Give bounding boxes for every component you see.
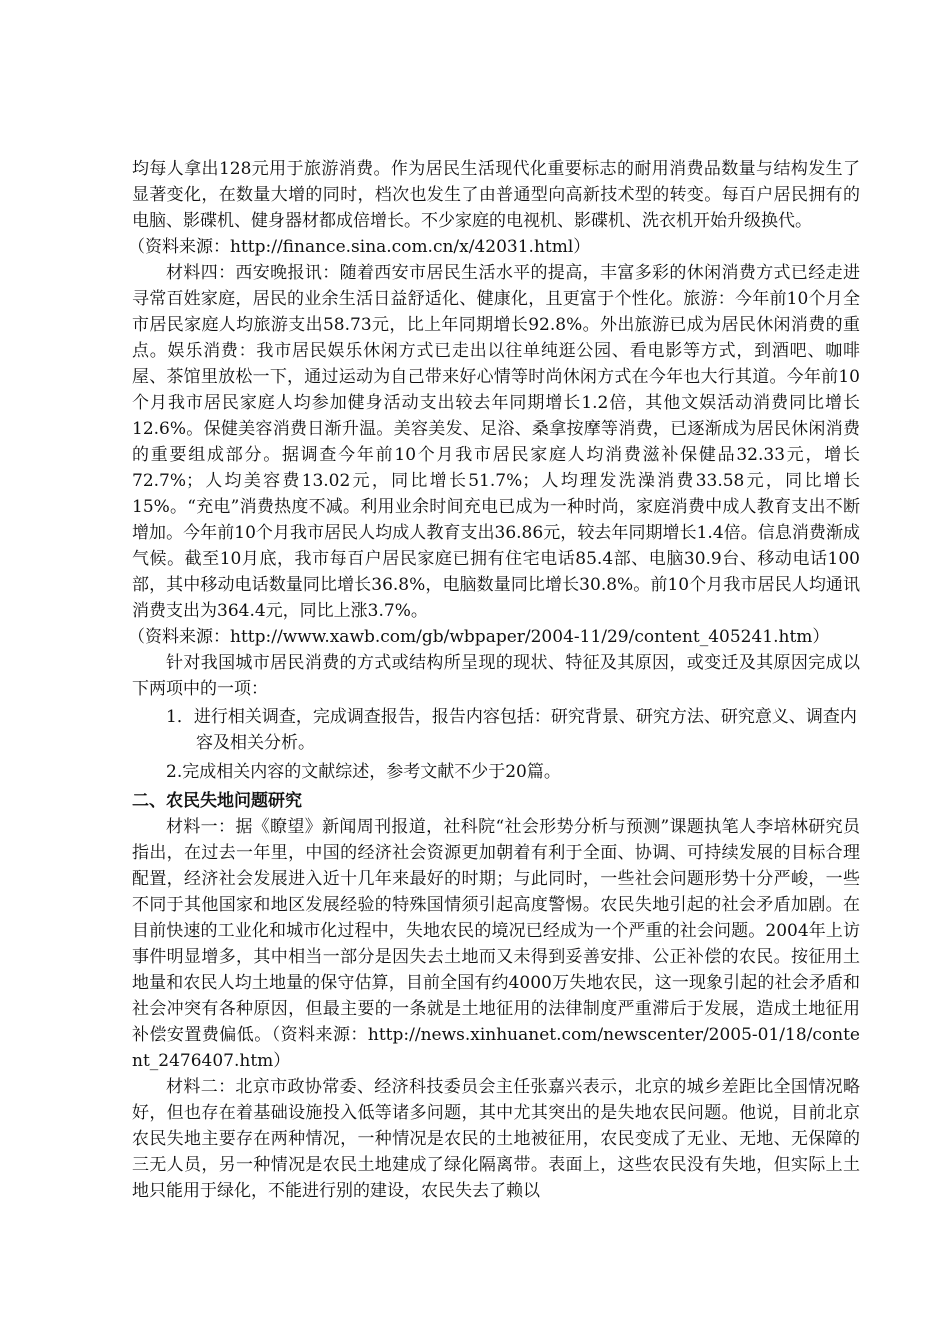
task-instruction: 针对我国城市居民消费的方式或结构所呈现的现状、特征及其原因，或变迁及其原因完成以下两项中的一项：	[132, 653, 860, 699]
section-heading: 二、农民失地问题研究	[132, 791, 302, 811]
source-citation: （资料来源：http://finance.sina.com.cn/x/42031.html）	[128, 237, 591, 257]
paragraph-material-2: 材料二：北京市政协常委、经济科技委员会主任张嘉兴表示，北京的城乡差距比全国情况略好，但也存在着基础设施投入低等诸多问题，其中尤其突出的是失地农民问题。他说，目前北京农民失地主要存在两种情况，一种情况是农民的土地被征用，农民变成了无业、无地、无保障的三无人员，另一种情况是农民土地建成了绿化隔离带。表面上，这些农民没有失地，但实际上土地只能用于绿化，不能进行别的建设，农民失去了赖以	[132, 1077, 860, 1201]
list-item: 1．进行相关调查，完成调查报告，报告内容包括：研究背景、研究方法、研究意义、调查内容及相关分析。	[166, 707, 857, 753]
paragraph-material-1: 材料一：据《瞭望》新闻周刊报道，社科院“社会形势分析与预测”课题执笔人李培林研究员指出，在过去一年里，中国的经济社会资源更加朝着有利于全面、协调、可持续发展的目标合理配置，经济社会发展进入近十几年来最好的时期；与此同时，一些社会问题形势十分严峻，一些不同于其他国家和地区发展经验的特殊国情须引起高度警惕。农民失地引起的社会矛盾加剧。在目前快速的工业化和城市化过程中，失地农民的境况已经成为一个严重的社会问题。2004年上访事件明显增多，其中相当一部分是因失去土地而又未得到妥善安排、公正补偿的农民。按征用土地量和农民人均土地量的保守估算，目前全国有约4000万失地农民，这一现象引起的社会矛盾和社会冲突有各种原因，但最主要的一条就是土地征用的法律制度严重滞后于发展，造成土地征用补偿安置费偏低。（资料来源：http://news.xinhuanet.com/newscenter/2005-01/18/content_2476407.htm）	[132, 817, 860, 1071]
list-item: 2.完成相关内容的文献综述，参考文献不少于20篇。	[166, 762, 561, 782]
source-citation: （资料来源：http://www.xawb.com/gb/wbpaper/2004-11/29/content_405241.htm）	[128, 627, 830, 647]
paragraph-continuation: 均每人拿出128元用于旅游消费。作为居民生活现代化重要标志的耐用消费品数量与结构发生了显著变化，在数量大增的同时，档次也发生了由普通型向高新技术型的转变。每百户居民拥有的电脑、影碟机、健身器材都成倍增长。不少家庭的电视机、影碟机、洗衣机开始升级换代。	[132, 159, 860, 231]
document-body	[128, 156, 860, 1204]
task-options-list	[132, 704, 860, 785]
paragraph-material-4: 材料四：西安晚报讯：随着西安市居民生活水平的提高，丰富多彩的休闲消费方式已经走进寻常百姓家庭，居民的业余生活日益舒适化、健康化，且更富于个性化。旅游：今年前10个月全市居民家庭人均旅游支出58.73元，比上年同期增长92.8%。外出旅游已成为居民休闲消费的重点。娱乐消费：我市居民娱乐休闲方式已走出以往单纯逛公园、看电影等方式，到酒吧、咖啡屋、茶馆里放松一下，通过运动为自己带来好心情等时尚休闲方式在今年也大行其道。今年前10个月我市居民家庭人均参加健身活动支出较去年同期增长1.2倍，其他文娱活动消费同比增长12.6%。保健美容消费日渐升温。美容美发、足浴、桑拿按摩等消费，已逐渐成为居民休闲消费的重要组成部分。据调查今年前10个月我市居民家庭人均消费滋补保健品32.33元，增长72.7%；人均美容费13.02元，同比增长51.7%；人均理发洗澡消费33.58元，同比增长15%。“充电”消费热度不减。利用业余时间充电已成为一种时尚，家庭消费中成人教育支出不断增加。今年前10个月我市居民人均成人教育支出36.86元，较去年同期增长1.4倍。信息消费渐成气候。截至10月底，我市每百户居民家庭已拥有住宅电话85.4部、电脑30.9台、移动电话100部，其中移动电话数量同比增长36.8%，电脑数量同比增长30.8%。前10个月我市居民人均通讯消费支出为364.4元，同比上涨3.7%。	[132, 263, 860, 621]
